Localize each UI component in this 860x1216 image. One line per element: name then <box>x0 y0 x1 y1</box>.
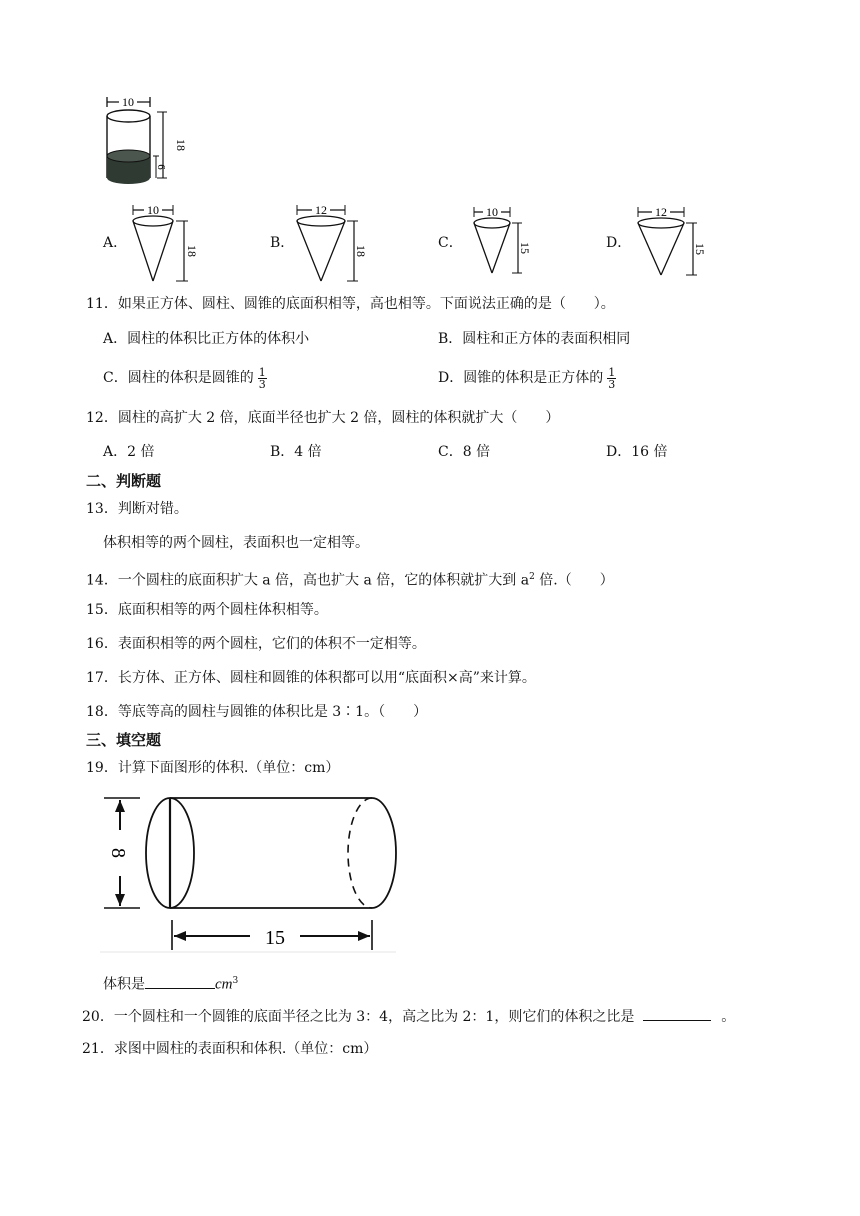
fraction-numerator: 1 <box>608 365 616 379</box>
fraction-denominator: 3 <box>258 377 266 391</box>
q11-option-b[interactable]: B．圆柱和正方体的表面积相同 <box>438 331 631 347</box>
q10-option-a-letter: A． <box>103 235 128 251</box>
section-2-heading: 二、判断题 <box>86 472 162 490</box>
q19-answer <box>103 972 238 994</box>
q20-answer-blank[interactable] <box>643 1006 711 1021</box>
q12-option-c[interactable]: C．8 倍 <box>438 444 491 460</box>
q10-option-a-cone[interactable] <box>122 203 197 285</box>
q11-option-d[interactable] <box>438 363 616 393</box>
q11-option-c-text: C．圆柱的体积是圆锥的 <box>103 370 254 386</box>
q12-option-d[interactable]: D．16 倍 <box>606 444 668 460</box>
q19-length-label: 15 <box>265 927 285 949</box>
q13-body: 体积相等的两个圆柱，表面积也一定相等。 <box>103 535 369 551</box>
q18-text: 18．等底等高的圆柱与圆锥的体积比是 3∶1。（ ） <box>86 704 428 720</box>
q17-text: 17．长方体、正方体、圆柱和圆锥的体积都可以用“底面积×高”来计算。 <box>86 670 536 686</box>
q10-option-d-letter: D． <box>606 235 632 251</box>
q10-figure-top-label: 10 <box>122 95 134 109</box>
q10-cylinder-figure <box>95 94 188 189</box>
q19-unit-exponent: 3 <box>232 976 239 986</box>
q10-option-d-cone[interactable] <box>630 205 705 283</box>
q19-stem: 19．计算下面图形的体积.（单位：cm） <box>86 760 340 776</box>
fraction-denominator: 3 <box>608 377 616 391</box>
q12-stem: 12．圆柱的高扩大 2 倍，底面半径也扩大 2 倍，圆柱的体积就扩大（ ） <box>86 410 560 426</box>
q20-stem: 20．一个圆柱和一个圆锥的底面半径之比为 3：4，高之比为 2：1，则它们的体积之比是 <box>82 1009 635 1025</box>
q10-option-b-cone[interactable] <box>290 203 368 285</box>
q10-b-top-label: 12 <box>315 203 327 217</box>
q19-height-label: 8 <box>107 848 129 858</box>
q10-b-side-label: 18 <box>354 245 368 257</box>
q10-c-side-label: 15 <box>518 242 532 254</box>
q14-text <box>86 568 614 590</box>
q12-option-b[interactable]: B．4 倍 <box>270 444 322 460</box>
q13-stem: 13．判断对错。 <box>86 501 188 517</box>
q21-text: 21．求图中圆柱的表面积和体积.（单位：cm） <box>82 1041 378 1057</box>
q10-a-side-label: 18 <box>185 245 199 257</box>
one-third-fraction <box>258 367 267 390</box>
q10-option-c-letter: C． <box>438 235 463 251</box>
q19-answer-label: 体积是 <box>103 976 145 993</box>
q10-a-top-label: 10 <box>147 203 159 217</box>
q14-exponent: 2 <box>529 572 535 582</box>
q11-option-a[interactable]: A．圆柱的体积比正方体的体积小 <box>103 331 310 347</box>
q10-option-b-letter: B． <box>270 235 295 251</box>
q15-text: 15．底面积相等的两个圆柱体积相等。 <box>86 602 328 618</box>
q14-text-pre: 14．一个圆柱的底面积扩大 a 倍，高也扩大 a 倍，它的体积就扩大到 a <box>86 572 530 589</box>
q20-end: 。 <box>721 1009 736 1025</box>
q19-cylinder-figure <box>100 790 400 955</box>
q11-stem: 11．如果正方体、圆柱、圆锥的底面积相等，高也相等。下面说法正确的是（ ）。 <box>86 296 615 312</box>
q10-figure-water-label: 6 <box>155 164 167 170</box>
one-third-fraction <box>607 367 616 390</box>
q19-answer-blank[interactable] <box>145 974 215 989</box>
q14-text-post: 倍.（ ） <box>534 572 614 589</box>
q12-option-a[interactable]: A．2 倍 <box>103 444 155 460</box>
q10-figure-height-label: 18 <box>174 139 188 151</box>
q10-c-top-label: 10 <box>486 205 498 219</box>
q11-option-c[interactable] <box>103 363 267 393</box>
q20-text <box>82 1006 735 1026</box>
section-3-heading: 三、填空题 <box>86 731 162 749</box>
q19-unit: cm <box>215 976 233 993</box>
fraction-numerator: 1 <box>258 365 266 379</box>
q11-option-d-text: D．圆锥的体积是正方体的 <box>438 370 604 386</box>
q10-d-top-label: 12 <box>655 205 667 219</box>
q10-d-side-label: 15 <box>693 243 707 255</box>
q10-option-c-cone[interactable] <box>464 205 534 281</box>
q16-text: 16．表面积相等的两个圆柱，它们的体积不一定相等。 <box>86 636 426 652</box>
